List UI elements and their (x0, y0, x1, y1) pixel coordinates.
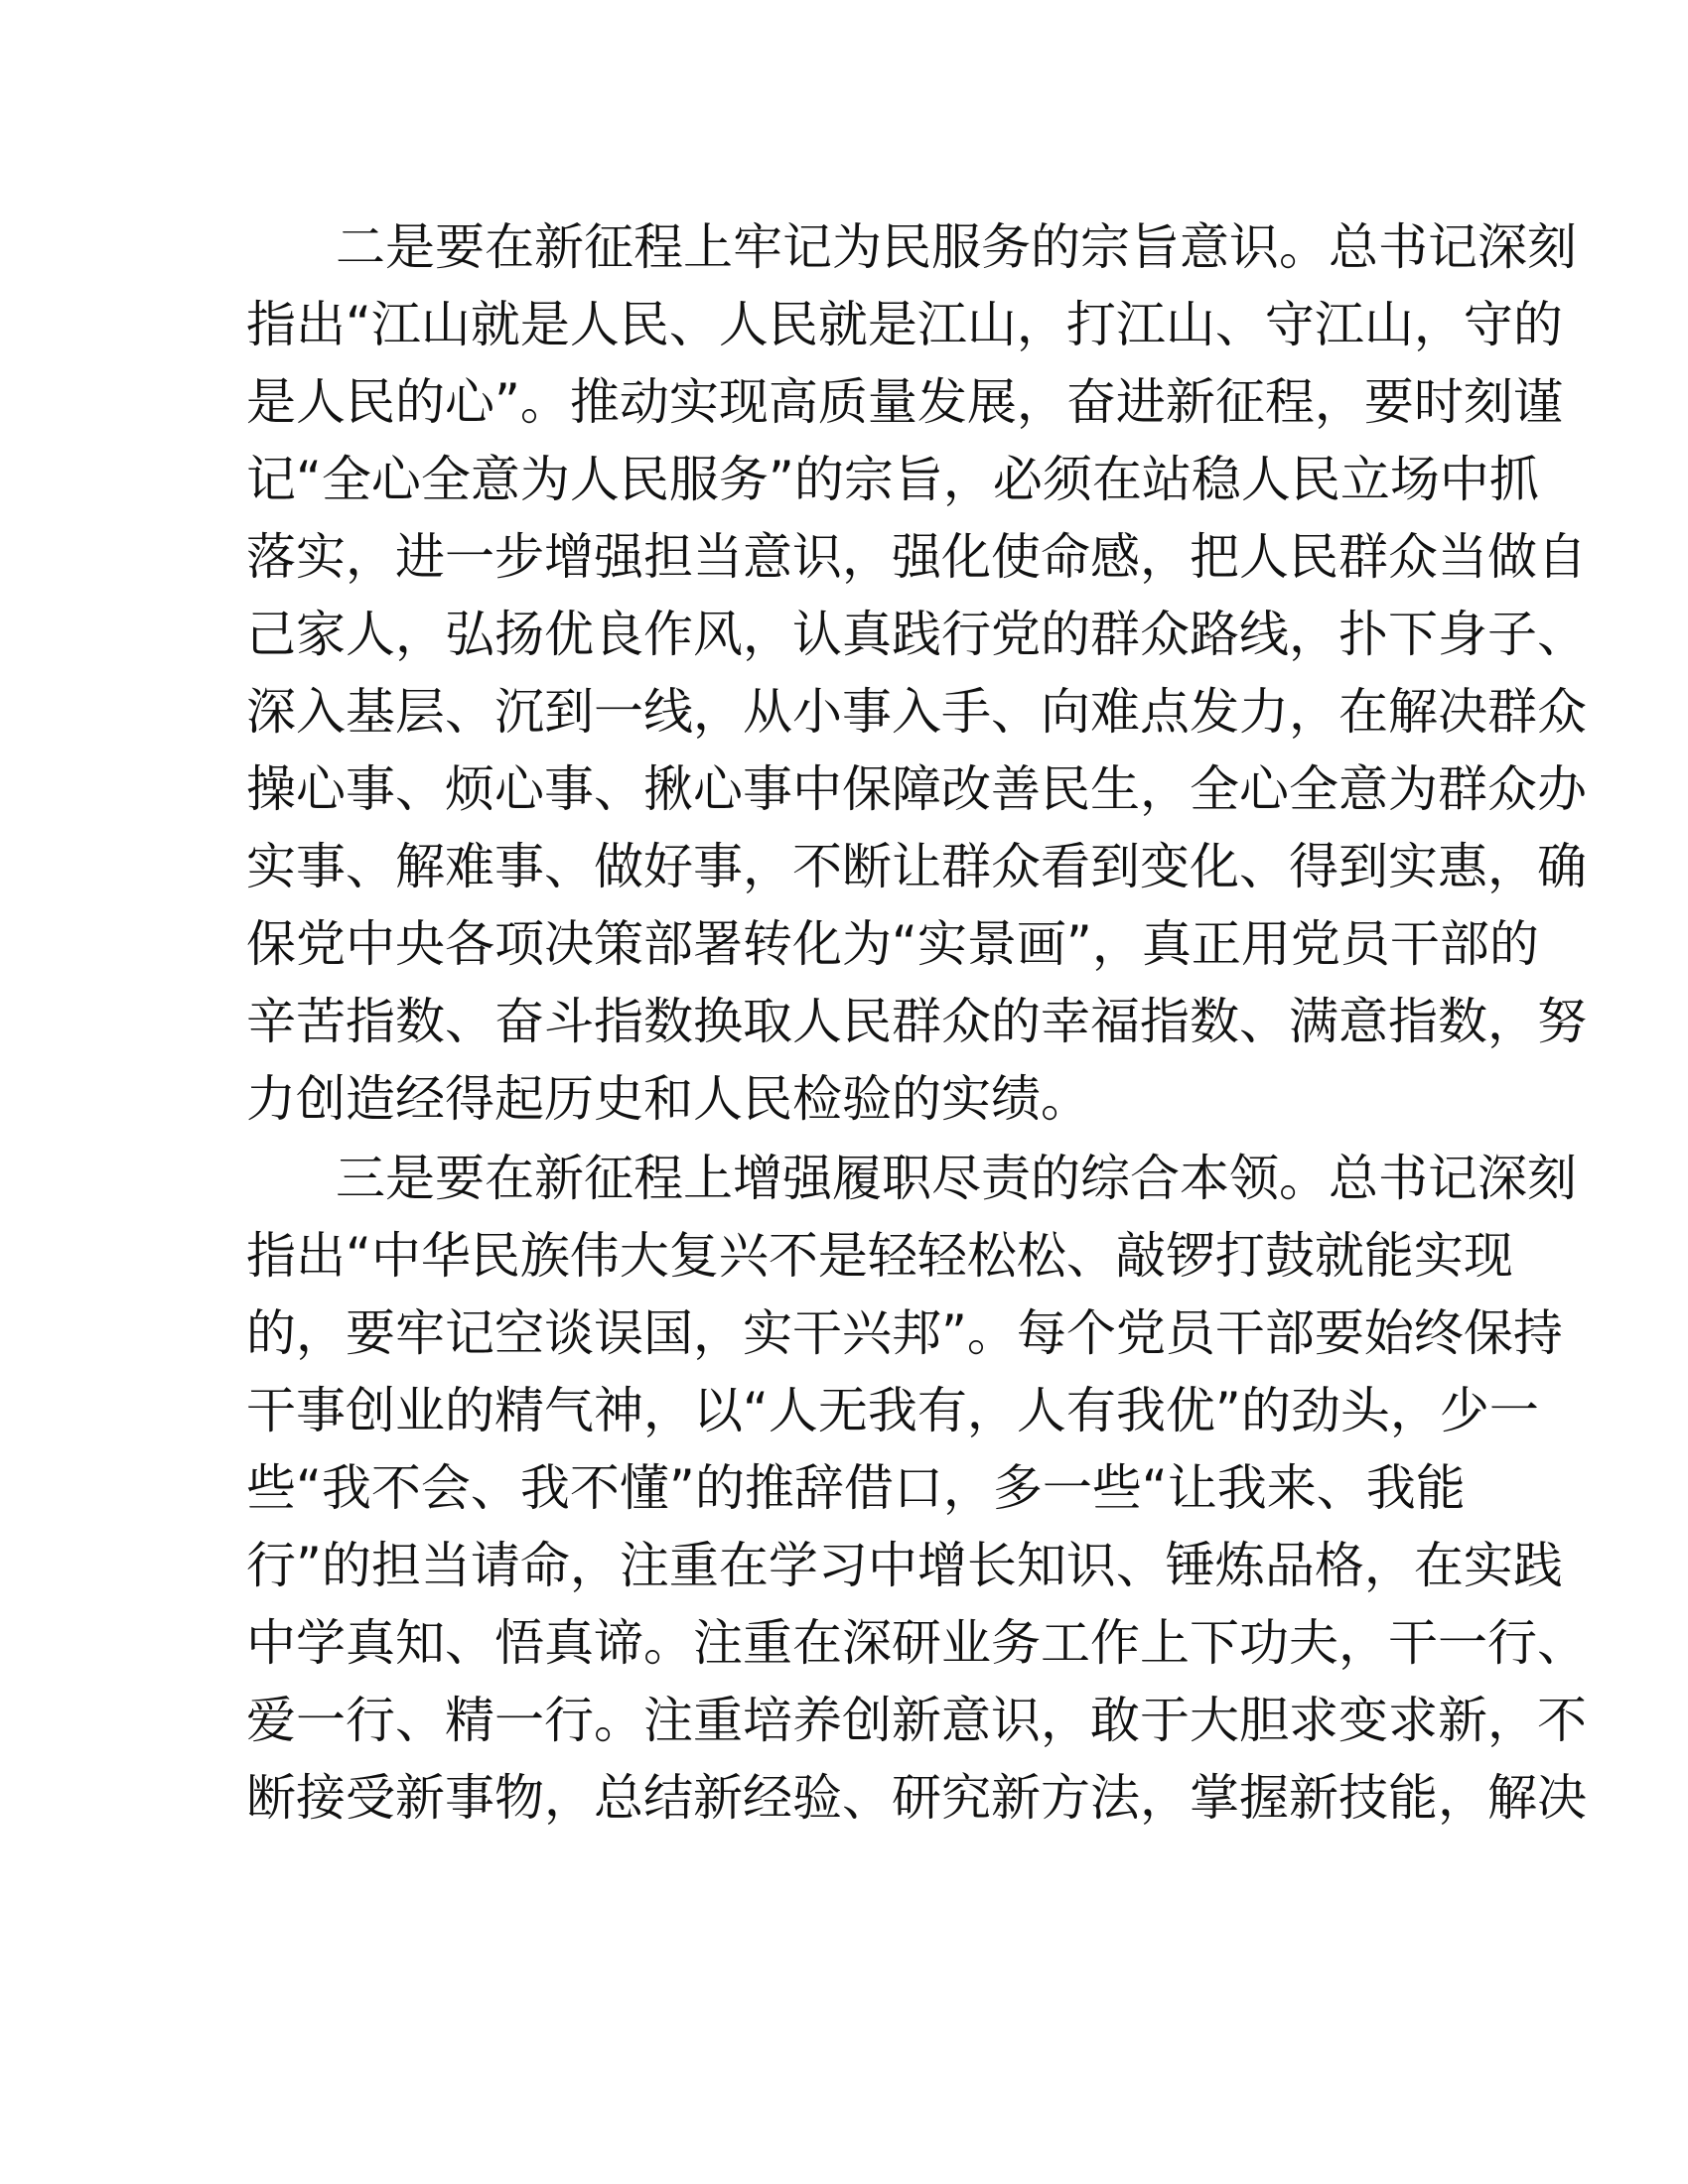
text-line: 辛 苦 指 数 、 奋 斗 指 数 换 取 人 民 群 众 的 幸 福 指 数 、 满 意 指 数 ， 努 (246, 993, 1587, 1050)
text-line: 是 人 民 的 心 ” 。 推 动 实 现 高 质 量 发 展 ， 奋 进 新 征 程 ， 要 时 刻 谨 (246, 373, 1563, 431)
text-line: 保 党 中 央 各 项 决 策 部 署 转 化 为 “ 实 景 画 ” ， 真 正 用 党 员 干 部 的 (246, 915, 1539, 973)
text-line: 落 实 ， 进 一 步 增 强 担 当 意 识 ， 强 化 使 命 感 ， 把 人 民 群 众 当 做 自 (246, 528, 1587, 586)
text-line: 记 “ 全 心 全 意 为 人 民 服 务 ” 的 宗 旨 ， 必 须 在 站 稳 人 民 立 场 中 抓 (246, 451, 1539, 508)
text-line: 中 学 真 知 、 悟 真 谛 。 注 重 在 深 研 业 务 工 作 上 下 功 夫 ， 干 一 行 、 (246, 1614, 1587, 1672)
text-line: 指 出 “ 江 山 就 是 人 民 、 人 民 就 是 江 山 ， 打 江 山 、 守 江 山 ， 守 的 (246, 296, 1563, 353)
text-line: 断 接 受 新 事 物 ， 总 结 新 经 验 、 研 究 新 方 法 ， 掌 握 新 技 能 ， 解 决 (246, 1769, 1587, 1827)
document-body (246, 208, 1587, 1837)
text-line: 些 “ 我 不 会 、 我 不 懂 ” 的 推 辞 借 口 ， 多 一 些 “ 让 我 来 、 我 能 (246, 1459, 1466, 1517)
text-line: 实 事 、 解 难 事 、 做 好 事 ， 不 断 让 群 众 看 到 变 化 、 得 到 实 惠 ， 确 (246, 838, 1587, 895)
text-line: 操 心 事 、 烦 心 事 、 揪 心 事 中 保 障 改 善 民 生 ， 全 心 全 意 为 群 众 办 (246, 760, 1587, 818)
text-line: 爱 一 行 、 精 一 行 。 注 重 培 养 创 新 意 识 ， 敢 于 大 胆 求 变 求 新 ， 不 (246, 1692, 1587, 1749)
text-line: 三 是 要 在 新 征 程 上 增 强 履 职 尽 责 的 综 合 本 领 。 总 书 记 深 刻 (336, 1150, 1577, 1207)
text-line: 的 ， 要 牢 记 空 谈 误 国 ， 实 干 兴 邦 ” 。 每 个 党 员 干 部 要 始 终 保 持 (246, 1304, 1563, 1362)
text-line: 二 是 要 在 新 征 程 上 牢 记 为 民 服 务 的 宗 旨 意 识 。 总 书 记 深 刻 (336, 218, 1577, 276)
text-line: 干 事 创 业 的 精 气 神 ， 以 “ 人 无 我 有 ， 人 有 我 优 ” 的 劲 头 ， 少 一 (246, 1382, 1539, 1439)
text-line: 深 入 基 层 、 沉 到 一 线 ， 从 小 事 入 手 、 向 难 点 发 力 ， 在 解 决 群 众 (246, 683, 1587, 741)
text-line: 己 家 人 ， 弘 扬 优 良 作 风 ， 认 真 践 行 党 的 群 众 路 线 ， 扑 下 身 子 、 (246, 606, 1587, 663)
paragraph-2 (246, 208, 1587, 1138)
text-line: 指 出 “ 中 华 民 族 伟 大 复 兴 不 是 轻 轻 松 松 、 敲 锣 打 鼓 就 能 实 现 (246, 1227, 1513, 1285)
paragraph-3 (246, 1140, 1587, 1837)
text-line: 力创造经得起历史和人民检验的实绩。 (246, 1070, 1090, 1128)
text-line: 行 ” 的 担 当 请 命 ， 注 重 在 学 习 中 增 长 知 识 、 锤 炼 品 格 ， 在 实 践 (246, 1537, 1563, 1594)
